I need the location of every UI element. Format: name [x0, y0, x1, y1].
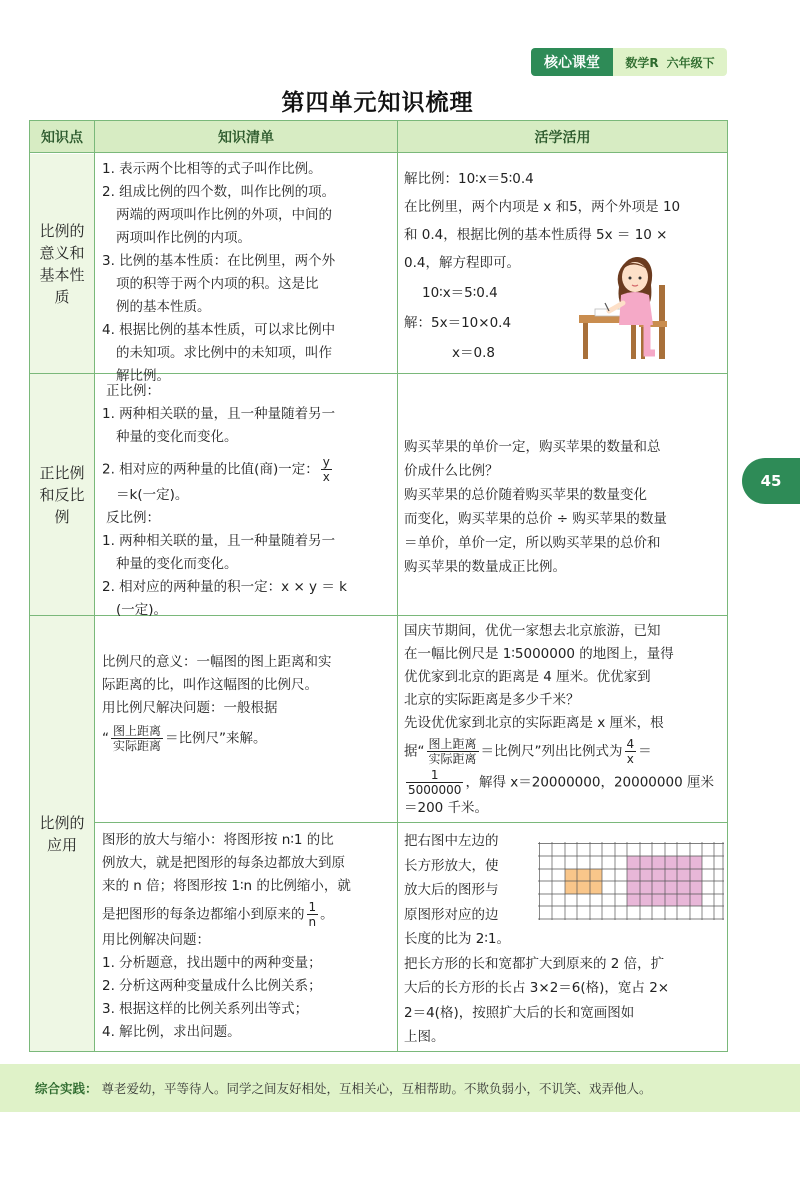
text-line: 项的积等于两个内项的积。这是比	[116, 276, 319, 292]
text-line: 购买苹果的总价随着购买苹果的数量变化	[404, 487, 647, 503]
text-line: 购买苹果的数量成正比例。	[404, 559, 566, 575]
text-line: 和 0.4，根据比例的基本性质得 5x ＝ 10 ×	[404, 227, 668, 243]
text-line: 图形的放大与缩小：将图形按 n∶1 的比	[102, 832, 334, 848]
text-line: 种量的变化而变化。	[116, 556, 238, 572]
text-line: 用比例解决问题：	[102, 932, 210, 948]
text-line: 在一幅比例尺是 1∶5000000 的地图上，量得	[404, 646, 674, 662]
practice-direct-inverse	[404, 435, 724, 579]
text-line: 上图。	[404, 1029, 445, 1045]
text-line: 1. 表示两个比相等的式子叫作比例。	[102, 161, 322, 177]
fraction-denominator: 实际距离	[113, 739, 162, 753]
text-line: 例的基本性质。	[116, 299, 211, 315]
fraction-4-over-x	[625, 737, 637, 766]
text-line: 4. 根据比例的基本性质，可以求比例中	[102, 322, 336, 338]
footer-text: 尊老爱幼，平等待人。同学之间友好相处，互相关心，互相帮助。不欺负弱小，不讥笑、戏弄他人。	[101, 1081, 652, 1096]
text-line: 2. 相对应的两种量的比值(商)一定：	[102, 461, 319, 478]
text-line: 北京的实际距离是多少千米？	[404, 692, 580, 708]
fraction-denominator: 5000000	[408, 783, 462, 797]
table-header-row	[30, 121, 727, 153]
text-line: 种量的变化而变化。	[116, 429, 238, 445]
text-line: ，解得 x＝20000000，20000000 厘米	[465, 774, 714, 791]
col-header-practice: 活学活用	[534, 129, 591, 146]
grade-label: 六年级下	[666, 55, 715, 70]
text-line: 而变化，购买苹果的总价 ÷ 购买苹果的数量	[404, 511, 667, 527]
text-line: ＝200 千米。	[404, 800, 489, 816]
text-line: 0.4，解方程即可。	[404, 255, 520, 271]
fraction-denominator: x	[626, 752, 634, 766]
fraction-1-over-n	[307, 900, 319, 929]
text-line: 先设优优家到北京的实际距离是 x 厘米，根	[404, 715, 664, 731]
fraction-numerator: y	[322, 455, 330, 469]
text-line: 2. 相对应的两种量的积一定：x × y ＝ k	[102, 579, 347, 595]
text-line: ＝单价，单价一定，所以购买苹果的总价和	[404, 535, 661, 551]
subject-grade	[613, 48, 727, 76]
fraction-numerator: 1	[406, 768, 463, 783]
category-proportion-meaning: 比例的意义和基本性质	[30, 154, 94, 373]
page-number-tab: 45	[742, 458, 800, 504]
text-line: 际距离的比，叫作这幅图的比例尺。	[102, 677, 318, 693]
girl-writing-illustration	[575, 245, 687, 360]
knowledge-scaling	[102, 829, 392, 1044]
text-line: 比例尺的意义：一幅图的图上距离和实	[102, 654, 332, 670]
text-line: 解：5x＝10×0.4	[404, 315, 512, 331]
subject-label: 数学R	[625, 55, 659, 70]
knowledge-proportion-meaning	[102, 158, 392, 388]
fraction-numerator: 图上距离	[428, 737, 477, 751]
text-line: (一定)。	[116, 602, 168, 618]
text-line: 2＝4(格)，按照扩大后的长和宽画图如	[404, 1004, 635, 1021]
text-line: 例放大，就是把图形的每条边都放大到原	[102, 855, 345, 871]
brand-label: 核心课堂	[531, 48, 613, 76]
text-line: 优优家到北京的距离是 4 厘米。优优家到	[404, 669, 651, 685]
text-line: ＝k(一定)。	[116, 487, 189, 503]
text-line: 1. 分析题意，找出题中的两种变量；	[102, 955, 322, 971]
text-line: 大后的长方形的长占 3×2＝6(格)，宽占 2×	[404, 980, 670, 996]
text-line: 据“	[404, 743, 425, 760]
knowledge-scale	[102, 651, 392, 753]
text-line: 把长方形的长和宽都扩大到原来的 2 倍，扩	[404, 955, 665, 972]
footer-label: 综合实践：	[35, 1081, 98, 1096]
knowledge-direct-inverse	[102, 380, 392, 622]
text-line: 购买苹果的单价一定，购买苹果的数量和总	[404, 439, 661, 455]
text-line: 国庆节期间，优优一家想去北京旅游，已知	[404, 623, 661, 639]
fraction-map-over-real	[111, 724, 163, 753]
text-line: 反比例：	[106, 510, 160, 526]
fraction-numerator: 4	[626, 737, 635, 751]
original-rectangle	[565, 869, 602, 894]
text-line: ＝比例尺”来解。	[165, 730, 267, 747]
text-line: 两项叫作比例的内项。	[116, 230, 251, 246]
text-line: 3. 比例的基本性质：在比例里，两个外	[102, 253, 336, 269]
divider	[94, 822, 727, 823]
text-line: 长方形放大，使	[404, 857, 499, 874]
footer-bar	[0, 1064, 800, 1112]
fraction-numerator: 图上距离	[113, 724, 162, 738]
text-line: 用比例尺解决问题：一般根据	[102, 700, 278, 716]
scaling-grid-figure	[538, 842, 724, 922]
category-proportion-application: 比例的应用	[30, 616, 94, 1051]
col-header-topic: 知识点	[41, 129, 83, 146]
text-line: 来的 n 倍；将图形按 1∶n 的比例缩小，就	[102, 878, 351, 894]
solution-line	[404, 768, 724, 797]
fraction-numerator: 1	[308, 900, 317, 914]
text-line: ＝比例尺”列出比例式为	[480, 743, 623, 760]
category-direct-inverse: 正比例和反比例	[30, 374, 94, 615]
text-line: 3. 根据这样的比例关系列出等式；	[102, 1001, 309, 1017]
page-title: 第四单元知识梳理	[281, 90, 474, 116]
divider	[94, 121, 95, 1051]
text-line: 的未知项。求比例中的未知项，叫作	[116, 345, 332, 361]
proportion-formula-line: 据“ $\frac{\text{图上距离}}{\text{实际距离}}$ ＝比例尺”列出比例式为 $\frac{4}{x}$ ＝	[404, 737, 652, 766]
text-line: x＝0.8	[452, 345, 495, 361]
fraction-map-over-real	[427, 737, 479, 766]
text-line: 1. 两种相关联的量，且一种量随着另一	[102, 533, 336, 549]
text-line: 把右图中左边的	[404, 833, 499, 849]
fraction-denominator: 实际距离	[428, 752, 477, 766]
knowledge-ratio-line	[102, 455, 392, 484]
grid-lines	[538, 842, 724, 920]
header-tag	[531, 48, 727, 76]
text-line: 10∶x＝5∶0.4	[422, 285, 498, 301]
fraction-1-over-5000000	[406, 768, 463, 797]
text-line: “	[102, 730, 109, 747]
text-line: 价成什么比例？	[404, 463, 499, 479]
fraction-y-over-x	[321, 455, 332, 484]
col-header-knowledge: 知识清单	[218, 129, 274, 146]
fraction-denominator: n	[308, 915, 317, 929]
text-line: 长度的比为 2∶1。	[404, 931, 510, 947]
text-line: 4. 解比例，求出问题。	[102, 1024, 241, 1040]
text-line: 2. 分析这两种变量成什么比例关系；	[102, 978, 322, 994]
text-line: 原图形对应的边	[404, 906, 499, 923]
text-line: 正比例：	[106, 383, 160, 399]
scale-formula-line	[102, 724, 392, 753]
text-line: 两端的两项叫作比例的外项，中间的	[116, 207, 332, 223]
text-line: 1. 两种相关联的量，且一种量随着另一	[102, 406, 336, 422]
text-line: 解比例。	[116, 368, 170, 384]
text-line: 是把图形的每条边都缩小到原来的	[102, 906, 305, 923]
text-line: 解比例：10∶x＝5∶0.4	[404, 171, 534, 187]
text-line: 在比例里，两个内项是 x 和5，两个外项是 10	[404, 199, 681, 215]
fraction-denominator: x	[322, 470, 330, 484]
text-line: 放大后的图形与	[404, 882, 499, 898]
text-line: 2. 组成比例的四个数，叫作比例的项。	[102, 184, 336, 200]
practice-scale	[404, 620, 724, 820]
shrink-line: 是把图形的每条边都缩小到原来的 $\frac{1}{n}$ 。	[102, 900, 334, 929]
divider	[397, 121, 398, 1051]
